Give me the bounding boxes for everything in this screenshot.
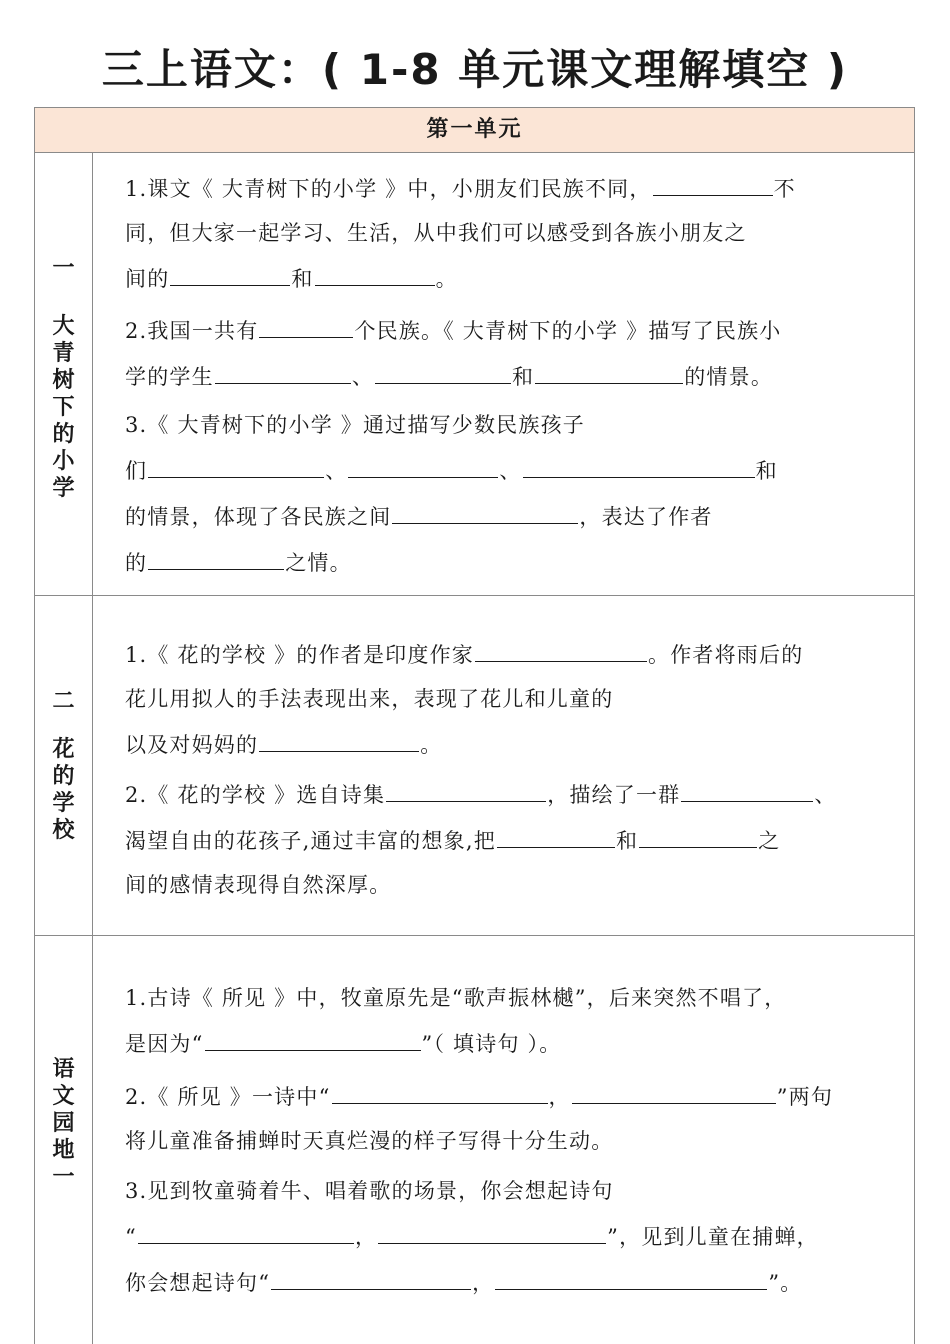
blank[interactable] xyxy=(495,1259,767,1290)
section-label-cell xyxy=(35,596,93,935)
blank[interactable] xyxy=(392,493,578,524)
section-number: 二 xyxy=(52,689,75,714)
blank[interactable] xyxy=(148,447,324,478)
blank[interactable] xyxy=(475,631,647,662)
blank[interactable] xyxy=(148,539,284,570)
blank[interactable] xyxy=(653,165,773,196)
label-char: 学 xyxy=(52,476,75,501)
section-row-2 xyxy=(35,596,914,936)
question-3-3: 3.见到牧童骑着牛、唱着歌的场景，你会想起诗句 “ ， ”，见到儿童在捕蝉， 你会想起诗句“ ， ”。 xyxy=(125,1179,819,1295)
section-label-cell xyxy=(35,153,93,595)
label-char: 语 xyxy=(52,1057,75,1082)
label-char: 小 xyxy=(52,449,75,474)
blank[interactable] xyxy=(332,1073,548,1104)
section-title xyxy=(35,1056,92,1191)
question-1-2: 2.我国一共有 个民族。《 大青树下的小学 》描写了民族小 学的学生 、 和 的情景。 xyxy=(125,307,885,399)
blank[interactable] xyxy=(523,447,755,478)
label-char: 树 xyxy=(52,368,75,393)
page-title: 三上语文：( 1-8 单元课文理解填空 ) xyxy=(101,45,849,94)
blank[interactable] xyxy=(681,771,813,802)
label-char: 地 xyxy=(52,1138,75,1163)
question-2-2: 2.《 花的学校 》选自诗集 ，描绘了一群 、 渴望自由的花孩子,通过丰富的想象,把 和 之 间的感情表现得自然深厚。 xyxy=(125,771,885,907)
blank[interactable] xyxy=(259,721,419,752)
blank[interactable] xyxy=(259,307,353,338)
label-char: 校 xyxy=(52,818,75,843)
section-title xyxy=(35,736,92,844)
label-char: 的 xyxy=(52,422,75,447)
question-3-1: 1.古诗《 所见 》中，牧童原先是“歌声振林樾”，后来突然不唱了， 是因为“ ”（ 填诗句 ）。 xyxy=(125,986,787,1056)
blank[interactable] xyxy=(639,817,757,848)
unit-header: 第一单元 xyxy=(35,107,914,153)
blank[interactable] xyxy=(215,353,351,384)
label-char: 一 xyxy=(52,1165,75,1190)
label-char: 青 xyxy=(52,341,75,366)
blank[interactable] xyxy=(572,1073,776,1104)
label-char: 大 xyxy=(52,314,75,339)
blank[interactable] xyxy=(315,255,435,286)
worksheet-table xyxy=(34,107,915,1344)
label-char: 下 xyxy=(52,395,75,420)
blank[interactable] xyxy=(497,817,615,848)
blank[interactable] xyxy=(535,353,683,384)
label-char: 文 xyxy=(52,1084,75,1109)
blank[interactable] xyxy=(375,353,511,384)
section-label-cell xyxy=(35,936,93,1344)
section-row-3 xyxy=(35,936,914,1344)
label-char: 的 xyxy=(52,764,75,789)
blank[interactable] xyxy=(205,1020,421,1051)
label-char: 园 xyxy=(52,1111,75,1136)
section-row-1 xyxy=(35,153,914,596)
question-2-1: 1.《 花的学校 》的作者是印度作家 。作者将雨后的 花儿用拟人的手法表现出来，表现了花儿和儿童的 以及对妈妈的 。 xyxy=(125,631,885,767)
section-title xyxy=(35,313,92,502)
label-char: 花 xyxy=(52,737,75,762)
label-char: 学 xyxy=(52,791,75,816)
blank[interactable] xyxy=(271,1259,471,1290)
blank[interactable] xyxy=(170,255,290,286)
blank[interactable] xyxy=(386,771,546,802)
question-1-1: 1.课文《 大青树下的小学 》中，小朋友们民族不同， 不 同，但大家一起学习、生活，从中我们可以感受到各族小朋友之 间的 和 。 xyxy=(125,165,885,301)
blank[interactable] xyxy=(378,1213,606,1244)
question-1-3: 3.《 大青树下的小学 》通过描写少数民族孩子 们 、 、 和 的情景，体现了各民族之间 ，表达了作者 的 之情。 xyxy=(125,413,778,575)
question-3-2: 2.《 所见 》一诗中“ ， ”两句 将儿童准备捕蝉时天真烂漫的样子写得十分生动。 xyxy=(125,1073,885,1163)
blank[interactable] xyxy=(138,1213,354,1244)
blank[interactable] xyxy=(348,447,498,478)
section-number: 一 xyxy=(52,256,75,281)
